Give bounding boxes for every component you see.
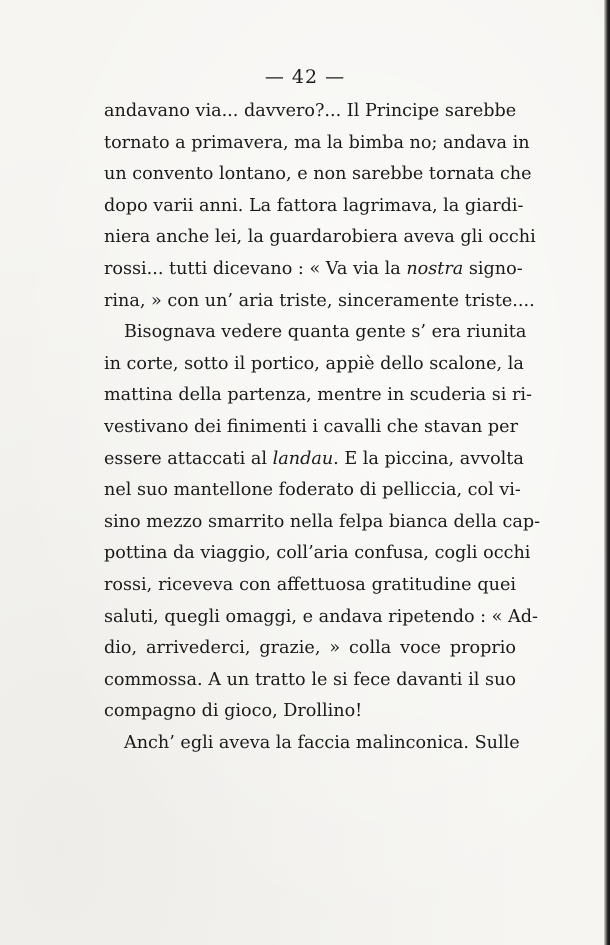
body-text (104, 96, 541, 759)
text-line: rina, » con un’ aria triste, sinceramente triste.... (104, 290, 535, 311)
italic-word: nostra (406, 258, 464, 279)
italic-word: landau (272, 448, 334, 469)
text-line: sino mezzo smarrito nella felpa bianca della cap- (104, 511, 541, 532)
text-line: dopo varii anni. La fattora lagrimava, la giardi- (104, 195, 524, 216)
text-line: essere attaccati al landau. E la piccina, avvolta (104, 448, 524, 469)
text-line: tornato a primavera, ma la bimba no; andava in (104, 132, 530, 153)
text-line: commossa. A un tratto le si fece davanti il suo (104, 669, 516, 690)
text-line: vestivano dei finimenti i cavalli che stavan per (104, 416, 519, 437)
text-line: Anch’ egli aveva la faccia malinconica. Sulle (124, 732, 520, 753)
text-line: Bisognava vedere quanta gente s’ era riunita (124, 322, 527, 343)
text-line: niera anche lei, la guardarobiera aveva gli occhi (104, 227, 536, 248)
text-line: dio, arrivederci, grazie, » colla voce proprio (104, 638, 516, 659)
text-line: nel suo mantellone foderato di pelliccia, col vi- (104, 480, 521, 501)
text-line: in corte, sotto il portico, appiè dello scalone, la (104, 353, 524, 374)
text-line: rossi... tutti dicevano : « Va via la nostra signo- (104, 258, 523, 279)
text-line: pottina da viaggio, coll’aria confusa, cogli occhi (104, 543, 531, 564)
text-line: un convento lontano, e non sarebbe tornata che (104, 164, 532, 185)
text-line: mattina della partenza, mentre in scuderia si ri- (104, 385, 532, 406)
text-line: rossi, riceveva con affettuosa gratitudine quei (104, 574, 516, 595)
text-line: compagno di gioco, Drollino! (104, 701, 363, 722)
page-edge-shadow (604, 0, 610, 945)
page-number: — 42 — (264, 66, 346, 88)
text-line: andavano via... davvero?... Il Principe sarebbe (104, 101, 517, 121)
text-line: saluti, quegli omaggi, e andava ripetendo : « Ad- (104, 606, 538, 627)
